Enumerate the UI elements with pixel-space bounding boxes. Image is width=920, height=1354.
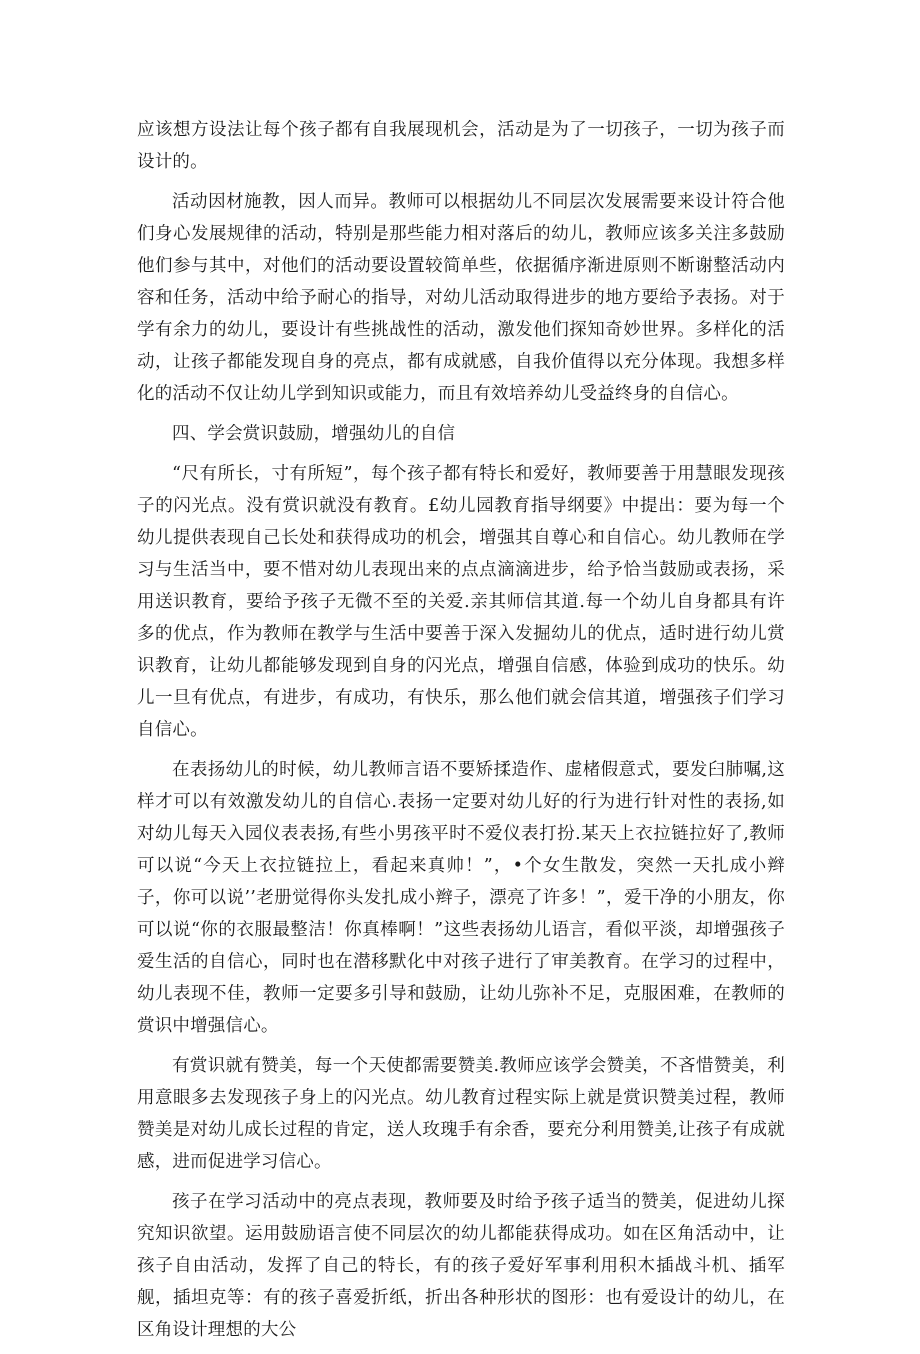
section-heading-4: 四、学会赏识鼓励，增强幼儿的自信: [172, 424, 456, 444]
document-body: [137, 114, 785, 1354]
paragraph-5: 有赏识就有赞美，每一个天使都需要赞美.教师应该学会赞美，不吝惜赞美，利用意眼多去发现孩子身上的闪光点。幼儿教育过程实际上就是赏识赞美过程，教师赞美是对幼儿成长过程的肯定，送人玫瑰手有余香，要充分利用赞美,让孩子有成就感，进而促进学习信心。: [137, 1056, 785, 1172]
paragraph-3: “尺有所长，寸有所短”，每个孩子都有特长和爱好，教师要善于用慧眼发现孩子的闪光点。没有赏识就没有教育。£幼儿园教育指导纲要》中提出：要为每一个幼儿提供表现自己长处和获得成功的机会，增强其自尊心和自信心。幼儿教师在学习与生活当中，要不惜对幼儿表现出来的点点滴滴进步，给予恰当鼓励或表扬，采用送识教育，要给予孩子无微不至的关爱.亲其师信其道.每一个幼儿自身都具有许多的优点，作为教师在教学与生活中要善于深入发掘幼儿的优点，适时进行幼儿赏识教育，让幼儿都能够发现到自身的闪光点，增强自信感，体验到成功的快乐。幼儿一旦有优点，有进步，有成功，有快乐，那么他们就会信其道，增强孩子们学习自信心。: [137, 464, 785, 740]
paragraph-6: 孩子在学习活动中的亮点表现，教师要及时给予孩子适当的赞美，促进幼儿探究知识欲望。运用鼓励语言使不同层次的幼儿都能获得成功。如在区角活动中，让孩子自由活动，发挥了自己的特长，有的孩子爱好军事利用积木插战斗机、插军舰，插坦克等：有的孩子喜爱折纸，折出各种形状的图形：也有爱设计的幼儿，在区角设计理想的大公: [137, 1192, 785, 1340]
paragraph-1: 应该想方设法让每个孩子都有自我展现机会，活动是为了一切孩子，一切为孩子而设计的。: [137, 120, 785, 172]
paragraph-4: 在表扬幼儿的时候，幼儿教师言语不要矫揉造作、虚楮假意式，要发臼肺嘱,这样才可以有效激发幼儿的自信心.表扬一定要对幼儿好的行为进行针对性的表扬,如对幼儿每天入园仪表表扬,有些小男孩平时不爱仪表打扮.某天上衣拉链拉好了,教师可以说“今天上衣拉链拉上，看起来真帅！”，•个女生散发，突然一天扎成小辫子，你可以说’’老册觉得你头发扎成小辫子，漂亮了许多！”，爱干净的小朋友，你可以说“你的衣服最整洁！你真棒啊！”这些表扬幼儿语言，看似平淡，却增强孩子爱生活的自信心，同时也在潜移默化中对孩子进行了审美教育。在学习的过程中，幼儿表现不佳，教师一定要多引导和鼓励，让幼儿弥补不足，克服困难，在教师的赏识中增强信心。: [137, 760, 785, 1036]
paragraph-2: 活动因材施教，因人而异。教师可以根据幼儿不同层次发展需要来设计符合他们身心发展规律的活动，特别是那些能力相对落后的幼儿，教师应该多关注多鼓励他们参与其中，对他们的活动要设置较简单些，依据循序渐进原则不断谢整活动内容和任务，活动中给予耐心的指导，对幼儿活动取得进步的地方要给予表扬。对于学有余力的幼儿，要设计有些挑战性的活动，激发他们探知奇妙世界。多样化的活动，让孩子都能发现自身的亮点，都有成就感，自我价值得以充分体现。我想多样化的活动不仅让幼儿学到知识或能力，而且有效培养幼儿受益终身的自信心。: [137, 192, 785, 404]
